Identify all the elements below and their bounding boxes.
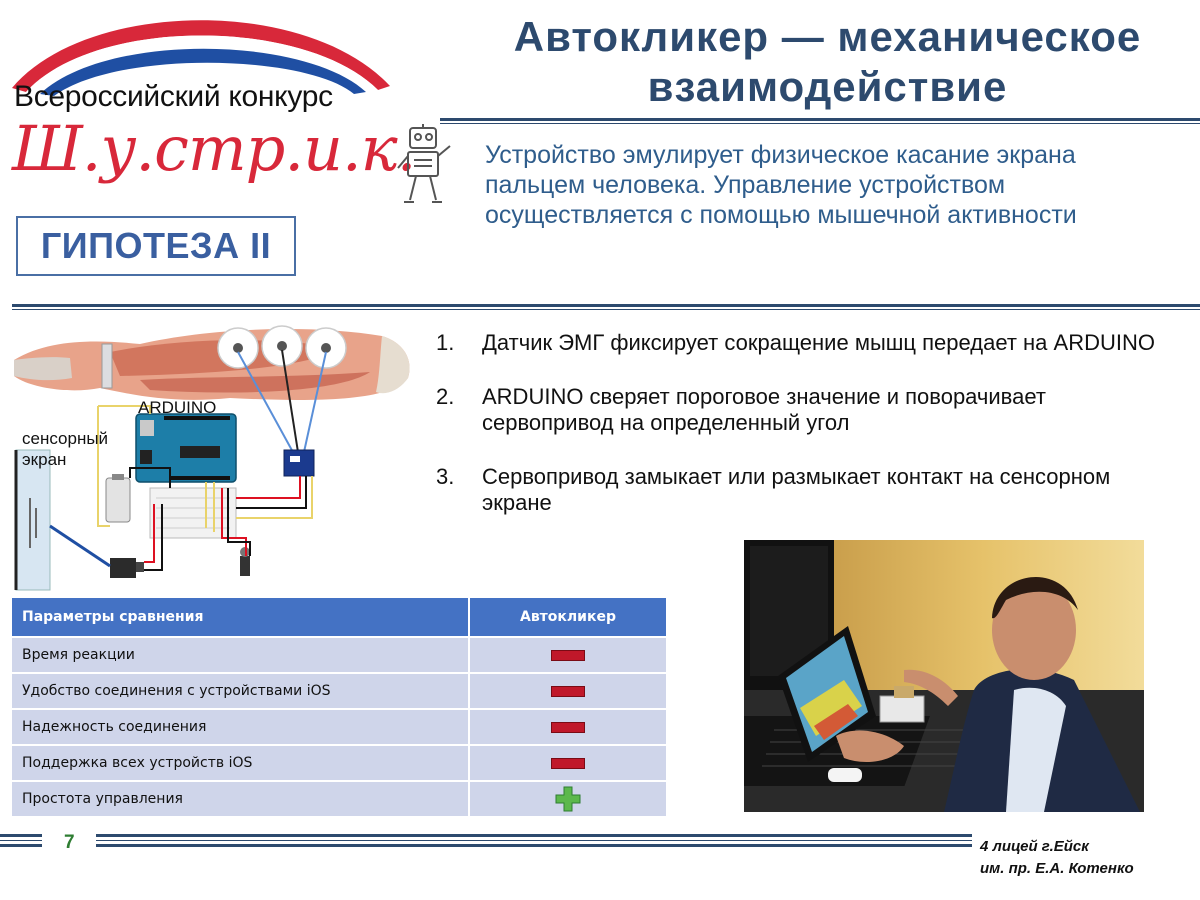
section-divider xyxy=(12,304,1200,307)
school-line1: 4 лицей г.Ейск xyxy=(980,838,1089,855)
footer-rule xyxy=(96,844,972,847)
user-testing-photo xyxy=(744,540,1144,812)
minus-icon xyxy=(551,722,585,733)
minus-icon xyxy=(551,650,585,661)
header-parameters: Параметры сравнения xyxy=(12,598,469,637)
param-cell: Удобство соединения с устройствами iOS xyxy=(12,673,469,709)
header-autoclicker: Автокликер xyxy=(469,598,666,637)
table-row xyxy=(12,637,666,673)
param-cell: Простота управления xyxy=(12,781,469,816)
footer-rule xyxy=(0,840,42,841)
table-row xyxy=(12,709,666,745)
school-line2: им. пр. Е.А. Котенко xyxy=(980,860,1134,877)
section-divider-thin xyxy=(12,309,1200,310)
potentiometer xyxy=(240,556,250,576)
process-steps xyxy=(436,330,1176,544)
mark-cell xyxy=(469,673,666,709)
contest-label: Всероссийский конкурс xyxy=(14,80,333,113)
slide-title-line2: взаимодействие xyxy=(647,63,1008,110)
mark-cell xyxy=(469,637,666,673)
title-divider-thin xyxy=(440,123,1200,124)
battery xyxy=(106,478,130,522)
forearm-muscle-illustration xyxy=(14,329,410,400)
mark-cell xyxy=(469,709,666,745)
emg-electrodes xyxy=(218,326,346,368)
contest-name-logo: Ш.у.стр.и.к. xyxy=(12,112,416,185)
mark-cell xyxy=(469,781,666,816)
robot-icon xyxy=(396,124,452,206)
page-number: 7 xyxy=(64,832,75,853)
slide-title xyxy=(455,12,1200,112)
minus-icon xyxy=(551,758,585,769)
touch-screen xyxy=(16,450,50,590)
param-cell: Поддержка всех устройств iOS xyxy=(12,745,469,781)
touch-screen-label: сенсорный экран xyxy=(22,429,109,469)
footer-rule xyxy=(0,844,42,847)
slide-title-line1: Автокликер — механическое xyxy=(513,13,1142,60)
step-item: 2. ARDUINO сверяет пороговое значение и поворачивает сервопривод на определенный угол xyxy=(436,384,1046,435)
table-row xyxy=(12,745,666,781)
footer-rule xyxy=(96,840,972,841)
step-item: 1. Датчик ЭМГ фиксирует сокращение мышц передает на ARDUINO xyxy=(436,330,1155,355)
arduino-board xyxy=(136,414,236,482)
device-description: Устройство эмулирует физическое касание экрана пальцем человека. Управление устройством осуществляется с помощью мышечной активности xyxy=(485,141,1077,229)
arduino-label: ARDUINO xyxy=(138,398,217,417)
table-row xyxy=(12,781,666,816)
plus-icon xyxy=(555,786,581,812)
step-item: 3. Сервопривод замыкает или размыкает контакт на сенсорном экране xyxy=(436,464,1111,515)
servo-motor xyxy=(110,558,136,578)
emg-sensor-board xyxy=(284,450,314,476)
footer-rule xyxy=(0,834,42,837)
minus-icon xyxy=(551,686,585,697)
hypothesis-label: ГИПОТЕЗА II xyxy=(16,216,296,276)
param-cell: Надежность соединения xyxy=(12,709,469,745)
comparison-table xyxy=(12,598,666,816)
table-row xyxy=(12,673,666,709)
title-divider xyxy=(440,118,1200,121)
footer-rule xyxy=(96,834,972,837)
param-cell: Время реакции xyxy=(12,637,469,673)
table-header-row xyxy=(12,598,666,637)
school-credit xyxy=(980,836,1134,880)
mark-cell xyxy=(469,745,666,781)
